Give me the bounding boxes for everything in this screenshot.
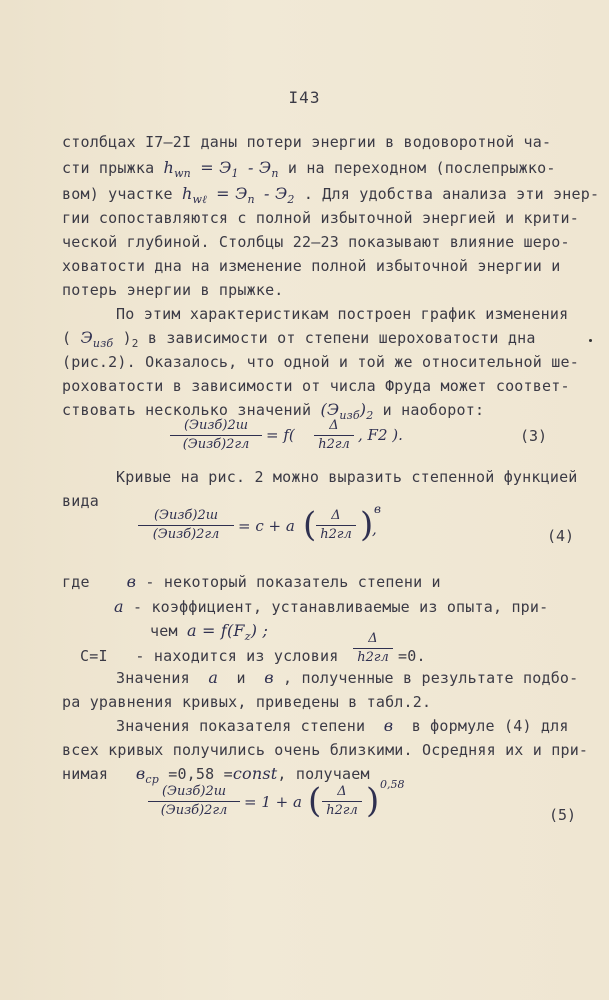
text-line-17: чем $a = f(F_z)$ ; [150, 621, 269, 643]
equation-5-number: (5) [549, 806, 577, 824]
text-line-5: ческой глубиной. Столбцы 22–23 показывают влияние шеро- [62, 233, 570, 251]
text-line-12: ствовать несколько значений $(Э_{изб})_2$ и наоборот: [62, 400, 485, 422]
text-line-14: вида [62, 492, 99, 510]
text-line-6: ховатости дна на изменение полной избыточной энергии и [62, 257, 561, 275]
text-line-9: ( $Э_{изб}$ )$_2$ в зависимости от степени шероховатости дна [62, 328, 536, 350]
text-line-16: a - коэффициент, устанавливаемые из опыта, при- [114, 597, 549, 616]
text-line-8: По этим характеристикам построен график изменения [116, 305, 569, 323]
page-number: I43 [288, 88, 321, 107]
text-line-4: гии сопоставляются с полной избыточной энергией и крити- [62, 209, 579, 227]
text-line-2: сти прыжка $h_{wn} = Э_1 - Э_n$ и на переходном (послепрыжко- [62, 158, 556, 180]
text-line-21: Значения показателя степени в в формуле (4) для [116, 716, 569, 735]
equation-3-number: (3) [520, 427, 548, 445]
eq3-inner-fraction: Δ h2гл [314, 418, 354, 453]
equation-4-number: (4) [547, 527, 575, 545]
ink-dot [589, 339, 592, 342]
eq4-fraction: (Эизб)2ш (Эизб)2гл [138, 508, 234, 543]
text-line-10: (рис.2). Оказалось, что одной и той же относительной ше- [62, 353, 579, 371]
text-line-18: C=I - находится из условия [80, 647, 339, 665]
text-line-13: Кривые на рис. 2 можно выразить степенной функцией [116, 468, 578, 486]
text-line-11: роховатости в зависимости от числа Фруда может соответ- [62, 377, 570, 395]
text-line-19: Значения a и в , полученные в результате подбо- [116, 668, 579, 687]
text-line-23: нимая $в_{ср} =0,58$ =const, получаем [62, 764, 370, 786]
text-line-18-end: =0. [398, 647, 426, 665]
text-line-1: столбцах I7–2I даны потери энергии в водоворотной ча- [62, 133, 552, 151]
eq3-fraction: (Эизб)2ш (Эизб)2гл [170, 418, 262, 453]
text-line-15: где в - некоторый показатель степени и [62, 572, 441, 591]
eq4-inner-fraction: Δ h2гл [316, 508, 356, 543]
text-line-22: всех кривых получились очень близкими. Осредняя их и при- [62, 741, 589, 759]
eq5-fraction: (Эизб)2ш (Эизб)2гл [148, 784, 240, 819]
text-line-20: ра уравнения кривых, приведены в табл.2. [62, 693, 432, 711]
text-line-7: потерь энергии в прыжке. [62, 281, 284, 299]
eq5-inner-fraction: Δ h2гл [322, 784, 362, 819]
document-page: I43 столбцах I7–2I даны потери энергии в водоворотной ча- сти прыжка $h_{wn} = Э_1 - Э_n$ и на переходном (послепрыжко- вом) участке $h_{w\ell} = Э_n - Э_2$ . Для удобства анализа эти энер- гии сопоставляются с полной избыточной энергией и крити- ческой глубиной. Столбцы 22–23 показывают влияние шеро- ховатости дна на изменение полной избыточной энергии и потерь энергии в прыжке. По этим характеристикам построен график изменения ( $Э_{изб}$ )$_2$ в зависимости от степени шероховатости дна (рис.2). Оказалось, что одной и той же относительной ше- роховатости в зависимости от числа Фруда может соответ- ствовать несколько значений $(Э_{изб})_2$ и наоборот: (Эизб)2ш (Эизб)2гл = f( Δ h2гл , F2 ). (3) Кривые на рис. 2 можно выразить степенной функцией вида (Эизб)2ш (Эизб)2гл = c + a ( Δ h2гл ) в , (4) где в - некоторый показатель степени и a - коэффициент, устанавливаемые из опыта, при- чем $a = f(F_z)$ ; C=I - находится из условия Δ h2гл =0. Значения a и в , полученные в результате подбо- ра уравнения кривых, приведены в табл.2. Значения показателя степени в в формуле (4) для всех кривых получились очень близкими. Осредняя их и при- нимая $в_{ср} =0,58$ =const, получаем (Эизб)2ш (Эизб)2гл = 1 + a ( Δ h2гл ) 0,58 (5) [0, 0, 609, 1000]
text-line-3: вом) участке $h_{w\ell} = Э_n - Э_2$ . Для удобства анализа эти энер- [62, 184, 600, 206]
